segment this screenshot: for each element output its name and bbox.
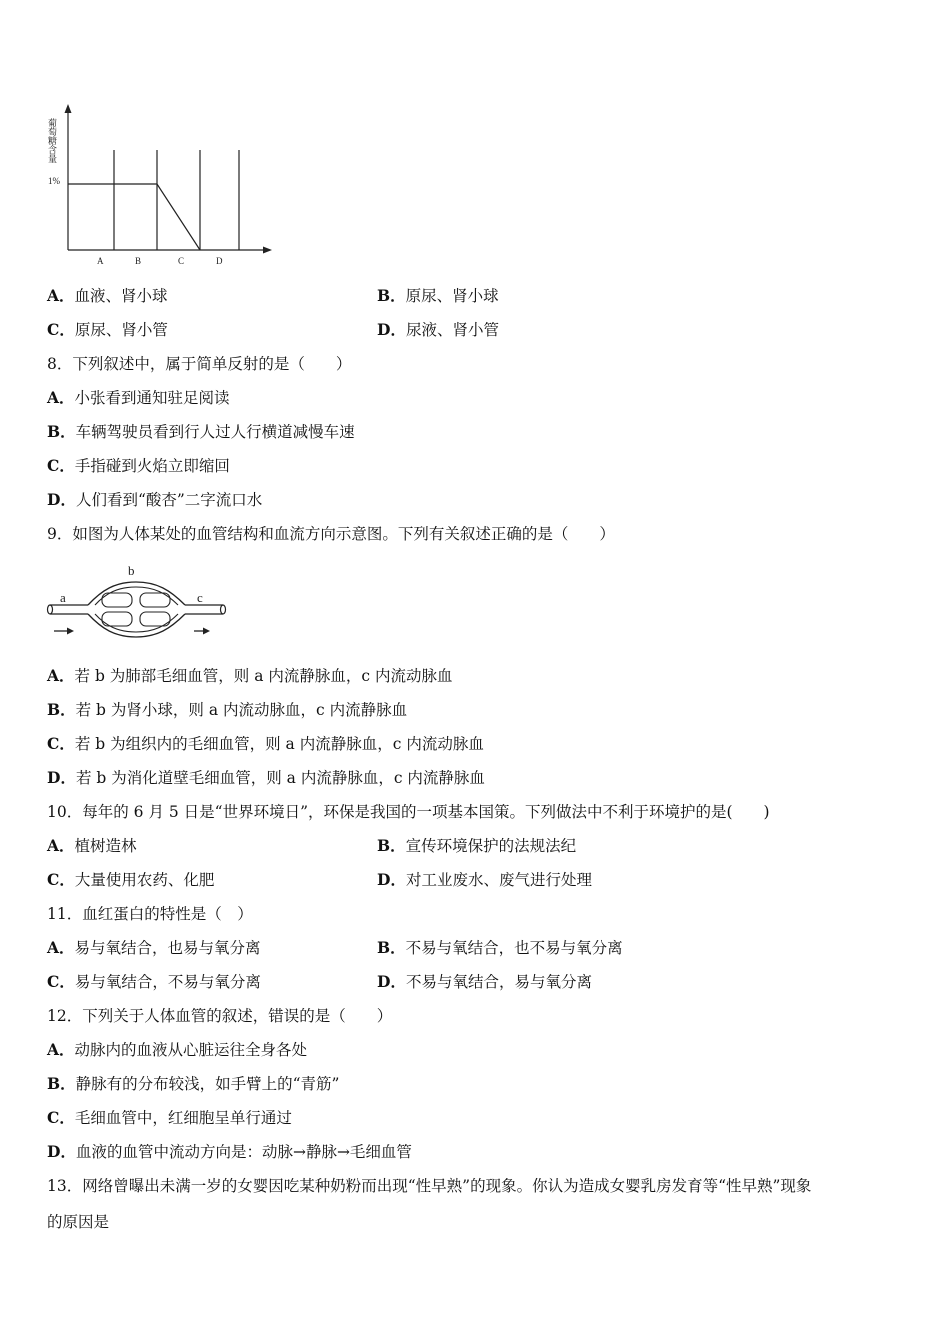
option-letter: D． — [47, 490, 76, 509]
q11-option-c — [47, 972, 261, 992]
flow-arrow-out-head — [203, 628, 210, 635]
q10-option-b — [377, 836, 576, 856]
q10-stem: 10．每年的 6 月 5 日是“世界环境日”，环保是我国的一项基本国策。下列做法中不利于环境护的是( ) — [47, 803, 770, 821]
x-tick-c: C — [178, 256, 185, 266]
option-letter: C． — [47, 734, 75, 753]
option-letter: C． — [47, 1108, 75, 1127]
y-axis-label: 葡萄糖含量 — [47, 118, 57, 163]
option-text: 若 b 为肺部毛细血管，则 a 内流静脉血，c 内流动脉血 — [74, 667, 453, 685]
option-letter: B． — [377, 836, 406, 855]
q12-option-d — [47, 1142, 412, 1162]
label-a: a — [60, 590, 66, 605]
option-text: 毛细血管中，红细胞呈单行通过 — [74, 1109, 292, 1127]
option-letter: B． — [377, 286, 406, 305]
option-text: 血液的血管中流动方向是：动脉→静脉→毛细血管 — [75, 1143, 412, 1161]
option-letter: D． — [47, 768, 76, 787]
q10-option-d — [377, 870, 592, 890]
q9-option-b — [47, 700, 407, 720]
option-text: 小张看到通知驻足阅读 — [74, 389, 230, 407]
q13-stem-line1: 13．网络曾曝出未满一岁的女婴因吃某种奶粉而出现“性早熟”的现象。你认为造成女婴乳房发育等“性早熟”现象 — [47, 1177, 812, 1195]
q12-option-a — [47, 1040, 307, 1060]
label-b: b — [128, 563, 135, 578]
q12-option-b — [47, 1074, 339, 1094]
option-text: 大量使用农药、化肥 — [74, 871, 215, 889]
glucose-chart — [40, 100, 290, 275]
option-letter: A． — [47, 938, 75, 957]
q8-option-a — [47, 388, 230, 408]
option-text: 车辆驾驶员看到行人过人行横道减慢车速 — [75, 423, 355, 441]
q13-stem-line2: 的原因是 — [47, 1213, 110, 1231]
option-text: 动脉内的血液从心脏运往全身各处 — [74, 1041, 308, 1059]
q11-option-a — [47, 938, 261, 958]
x-tick-b: B — [135, 256, 142, 266]
q8-stem: 8．下列叙述中，属于简单反射的是（ ） — [47, 355, 352, 373]
option-text: 若 b 为消化道壁毛细血管，则 a 内流静脉血，c 内流静脉血 — [75, 769, 485, 787]
option-text: 原尿、肾小球 — [405, 287, 499, 305]
option-text: 易与氧结合，不易与氧分离 — [74, 973, 261, 991]
q9-option-a — [47, 666, 453, 686]
option-text: 手指碰到火焰立即缩回 — [74, 457, 230, 475]
option-text: 原尿、肾小管 — [74, 321, 168, 339]
x-tick-d: D — [216, 256, 223, 266]
option-letter: A． — [47, 1040, 75, 1059]
q10-option-c — [47, 870, 214, 890]
option-text: 若 b 为组织内的毛细血管，则 a 内流静脉血，c 内流动脉血 — [74, 735, 484, 753]
q7-option-d — [377, 320, 499, 340]
option-letter: B． — [47, 422, 76, 441]
q7-option-c — [47, 320, 168, 340]
q11-stem: 11．血红蛋白的特性是（ ） — [47, 905, 253, 923]
q9-option-c — [47, 734, 484, 754]
q7-option-a — [47, 286, 168, 306]
option-letter: B． — [47, 1074, 76, 1093]
x-tick-a: A — [97, 256, 104, 266]
option-letter: D． — [47, 1142, 76, 1161]
label-c: c — [197, 590, 203, 605]
option-text: 易与氧结合，也易与氧分离 — [74, 939, 261, 957]
option-letter: D． — [377, 320, 406, 339]
option-letter: C． — [47, 456, 75, 475]
option-text: 尿液、肾小管 — [405, 321, 499, 339]
y-axis-arrow — [65, 104, 72, 113]
option-letter: B． — [377, 938, 406, 957]
option-text: 不易与氧结合，易与氧分离 — [405, 973, 592, 991]
q11-option-b — [377, 938, 623, 958]
option-text: 对工业废水、废气进行处理 — [405, 871, 592, 889]
option-text: 若 b 为肾小球，则 a 内流动脉血，c 内流静脉血 — [75, 701, 408, 719]
capillary-outer — [88, 582, 185, 637]
y-tick-label: 1% — [48, 176, 60, 186]
option-text: 人们看到“酸杏”二字流口水 — [75, 491, 263, 509]
option-letter: A． — [47, 666, 75, 685]
q9-option-d — [47, 768, 485, 788]
glucose-curve — [68, 184, 200, 250]
vessel-c-end — [221, 605, 226, 614]
vessel-a-end — [48, 605, 53, 614]
q8-option-c — [47, 456, 230, 476]
option-letter: C． — [47, 972, 75, 991]
option-letter: D． — [377, 870, 406, 889]
q10-option-a — [47, 836, 137, 856]
q7-option-b — [377, 286, 499, 306]
q11-option-d — [377, 972, 592, 992]
option-letter: A． — [47, 836, 75, 855]
x-axis-arrow — [263, 247, 272, 254]
option-letter: A． — [47, 388, 75, 407]
q9-stem: 9．如图为人体某处的血管结构和血流方向示意图。下列有关叙述正确的是（ ） — [47, 525, 615, 543]
option-letter: D． — [377, 972, 406, 991]
option-letter: B． — [47, 700, 76, 719]
q8-option-b — [47, 422, 355, 442]
q12-option-c — [47, 1108, 292, 1128]
option-text: 植树造林 — [74, 837, 137, 855]
option-letter: C． — [47, 320, 75, 339]
flow-arrow-in-head — [67, 628, 74, 635]
blood-vessel-diagram — [40, 560, 235, 645]
option-text: 血液、肾小球 — [74, 287, 168, 305]
q8-option-d — [47, 490, 262, 510]
option-text: 静脉有的分布较浅，如手臂上的“青筋” — [75, 1075, 340, 1093]
option-text: 不易与氧结合，也不易与氧分离 — [405, 939, 623, 957]
option-letter: C． — [47, 870, 75, 889]
q12-stem: 12．下列关于人体血管的叙述，错误的是（ ） — [47, 1007, 393, 1025]
option-text: 宣传环境保护的法规法纪 — [405, 837, 577, 855]
option-letter: A． — [47, 286, 75, 305]
